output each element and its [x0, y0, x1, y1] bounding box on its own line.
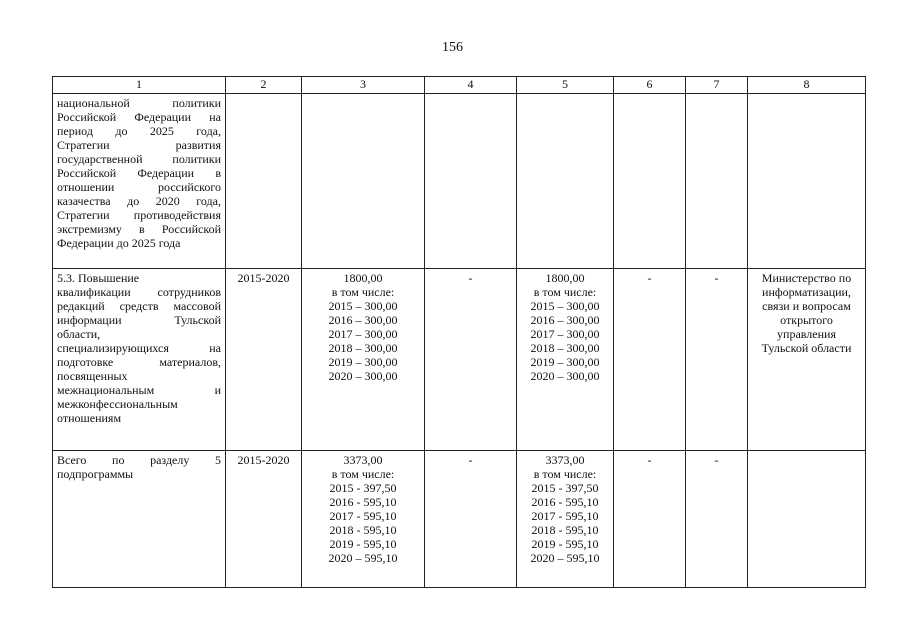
measure-description-cell: Всего по разделу 5 подпрограммы: [53, 451, 226, 588]
executor-cell: Министерство по информатизации, связи и вопросам открытого управления Тульской области: [748, 269, 866, 451]
period-cell: [226, 94, 302, 269]
column-header: 1: [53, 77, 226, 94]
total-funding-cell: 1800,00 в том числе: 2015 – 300,00 2016 – 300,00 2017 – 300,00 2018 – 300,00 2019 – 300,00 2020 – 300,00: [302, 269, 425, 451]
period-cell: 2015-2020: [226, 451, 302, 588]
column-header: 3: [302, 77, 425, 94]
table-row: [53, 269, 866, 451]
column-header: 8: [748, 77, 866, 94]
other-sources-cell: -: [686, 269, 748, 451]
table-row: [53, 451, 866, 588]
federal-budget-cell: [425, 94, 517, 269]
municipal-budget-cell: [614, 94, 686, 269]
municipal-budget-cell: -: [614, 269, 686, 451]
period-cell: 2015-2020: [226, 269, 302, 451]
regional-budget-cell: [517, 94, 614, 269]
column-header: 5: [517, 77, 614, 94]
table-header-row: [53, 77, 866, 94]
regional-budget-cell: 3373,00 в том числе: 2015 - 397,50 2016 - 595,10 2017 - 595,10 2018 - 595,10 2019 - 595,10 2020 – 595,10: [517, 451, 614, 588]
measure-description-cell: 5.3. Повышение квалификации сотрудников редакций средств массовой информации Тульской области, специализирующихся на подготовке материалов, посвященных межнациональным и межконфессиональным отношениям: [53, 269, 226, 451]
executor-cell: [748, 94, 866, 269]
other-sources-cell: [686, 94, 748, 269]
program-table: [52, 76, 866, 588]
total-funding-cell: [302, 94, 425, 269]
measure-description-cell: национальной политики Российской Федерации на период до 2025 года, Стратегии развития государственной политики Российской Федерации в отношении российского казачества до 2020 года, Стратегии противодействия экстремизму в Российской Федерации до 2025 года: [53, 94, 226, 269]
column-header: 4: [425, 77, 517, 94]
column-header: 7: [686, 77, 748, 94]
column-header: 6: [614, 77, 686, 94]
municipal-budget-cell: -: [614, 451, 686, 588]
regional-budget-cell: 1800,00 в том числе: 2015 – 300,00 2016 – 300,00 2017 – 300,00 2018 – 300,00 2019 – 300,00 2020 – 300,00: [517, 269, 614, 451]
column-header: 2: [226, 77, 302, 94]
federal-budget-cell: -: [425, 451, 517, 588]
total-funding-cell: 3373,00 в том числе: 2015 - 397,50 2016 - 595,10 2017 - 595,10 2018 - 595,10 2019 - 595,10 2020 – 595,10: [302, 451, 425, 588]
executor-cell: [748, 451, 866, 588]
other-sources-cell: -: [686, 451, 748, 588]
table-row: [53, 94, 866, 269]
page-number: 156: [442, 40, 463, 55]
federal-budget-cell: -: [425, 269, 517, 451]
